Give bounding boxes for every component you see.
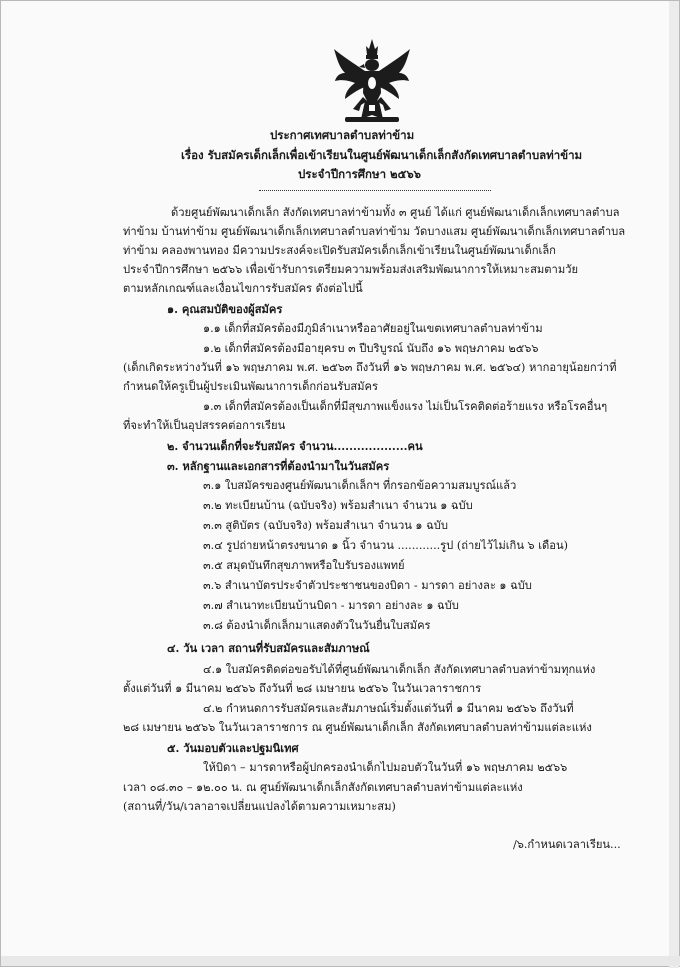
intro-line: ตามหลักเกณฑ์และเงื่อนไขการรับสมัคร ดังต่อไปนี้ bbox=[123, 282, 363, 295]
intro-line: ประจำปีการศึกษา ๒๕๖๖ เพื่อเข้ารับการเตรียมความพร้อมส่งเสริมพัฒนาการให้เหมาะสมตามวัย bbox=[123, 263, 579, 276]
section-1-item: ๑.๒ เด็กที่สมัครต้องมีอายุครบ ๓ ปีบริบูรณ์ นับถึง ๑๖ พฤษภาคม ๒๕๖๖ bbox=[203, 342, 539, 355]
section-3-heading: ๓. หลักฐานและเอกสารที่ต้องนำมาในวันสมัคร bbox=[167, 459, 390, 473]
document-list-item: ๓.๗ สำเนาทะเบียนบ้านบิดา - มารดา อย่างละ ๑ ฉบับ bbox=[203, 599, 459, 612]
garuda-emblem-icon bbox=[331, 37, 413, 125]
document-list-item: ๓.๘ ต้องนำเด็กเล็กมาแสดงตัวในวันยื่นใบสมัคร bbox=[203, 619, 431, 632]
academic-year-line: ประจำปีการศึกษา ๒๕๖๖ bbox=[298, 167, 421, 181]
intro-line: ด้วยศูนย์พัฒนาเด็กเล็ก สังกัดเทศบาลท่าข้ามทั้ง ๓ ศูนย์ ได้แก่ ศูนย์พัฒนาเด็กเล็กเทศบาลตำบล bbox=[171, 206, 620, 219]
section-4-heading: ๔. วัน เวลา สถานที่รับสมัครและสัมภาษณ์ bbox=[167, 641, 370, 655]
document-list-item: ๓.๒ ทะเบียนบ้าน (ฉบับจริง) พร้อมสำเนา จำนวน ๑ ฉบับ bbox=[203, 499, 473, 512]
document-list-item: ๓.๔ รูปถ่ายหน้าตรงขนาด ๑ นิ้ว จำนวน ............รูป (ถ่ายไว้ไม่เกิน ๖ เดือน) bbox=[203, 539, 569, 552]
section-5-line: ให้บิดา – มารดาหรือผู้ปกครองนำเด็กไปมอบตัวในวันที่ ๑๖ พฤษภาคม ๒๕๖๖ bbox=[203, 761, 568, 774]
section-1-item: กำหนดให้ครูเป็นผู้ประเมินพัฒนาการเด็กก่อนรับสมัคร bbox=[123, 380, 379, 393]
page-edge-bottom bbox=[1, 956, 680, 966]
continued-on-next-page: /๖.กำหนดเวลาเรียน... bbox=[513, 838, 621, 851]
intro-line: ท่าข้าม บ้านท่าข้าม ศูนย์พัฒนาเด็กเล็กเทศบาลตำบลท่าข้าม วัดบางแสม ศูนย์พัฒนาเด็กเล็กเทศบาลตำบล bbox=[123, 225, 626, 238]
document-list-item: ๓.๓ สูติบัตร (ฉบับจริง) พร้อมสำเนา จำนวน ๑ ฉบับ bbox=[203, 519, 448, 532]
section-4-item: ๔.๒ กำหนดการรับสมัครและสัมภาษณ์เริ่มตั้งแต่วันที่ ๑ มีนาคม ๒๕๖๖ ถึงวันที่ bbox=[203, 702, 574, 715]
intro-line: ท่าข้าม คลองพานทอง มีความประสงค์จะเปิดรับสมัครเด็กเล็กเข้าเรียนในศูนย์พัฒนาเด็กเล็ก bbox=[123, 244, 556, 257]
section-4-item: ๔.๑ ใบสมัครติดต่อขอรับได้ที่ศูนย์พัฒนาเด็กเล็ก สังกัดเทศบาลตำบลท่าข้ามทุกแห่ง bbox=[203, 663, 596, 676]
section-1-item: ๑.๑ เด็กที่สมัครต้องมีภูมิลำเนาหรืออาศัยอยู่ในเขตเทศบาลตำบลท่าข้าม bbox=[203, 322, 543, 335]
announcement-subject: เรื่อง รับสมัครเด็กเล็กเพื่อเข้าเรียนในศูนย์พัฒนาเด็กเล็กสังกัดเทศบาลตำบลท่าข้าม bbox=[181, 148, 583, 162]
section-4-item: ๒๘ เมษายน ๒๕๖๖ ในวันเวลาราชการ ณ ศูนย์พัฒนาเด็กเล็ก สังกัดเทศบาลตำบลท่าข้ามแต่ละแห่ง bbox=[123, 721, 592, 734]
section-1-heading: ๑. คุณสมบัติของผู้สมัคร bbox=[167, 302, 283, 316]
section-5-line: (สถานที่/วัน/เวลาอาจเปลี่ยนแปลงได้ตามความเหมาะสม) bbox=[123, 800, 396, 813]
page-edge-right bbox=[669, 1, 679, 968]
section-5-line: เวลา ๐๘.๓๐ – ๑๒.๐๐ น. ณ ศูนย์พัฒนาเด็กเล็กสังกัดเทศบาลตำบลท่าข้ามแต่ละแห่ง bbox=[123, 781, 523, 794]
document-list-item: ๓.๖ สำเนาบัตรประจำตัวประชาชนของบิดา - มารดา อย่างละ ๑ ฉบับ bbox=[203, 579, 532, 592]
document-list-item: ๓.๕ สมุดบันทึกสุขภาพหรือใบรับรองแพทย์ bbox=[203, 559, 405, 572]
section-4-item: ตั้งแต่วันที่ ๑ มีนาคม ๒๕๖๖ ถึงวันที่ ๒๘ เมษายน ๒๕๖๖ ในวันเวลาราชการ bbox=[123, 682, 482, 695]
section-2-heading: ๒. จำนวนเด็กที่จะรับสมัคร จำนวน...................คน bbox=[167, 439, 423, 453]
section-1-item: ที่จะทำให้เป็นอุปสรรคต่อการเรียน bbox=[123, 419, 286, 432]
section-1-item: (เด็กเกิดระหว่างวันที่ ๑๖ พฤษภาคม พ.ศ. ๒๕๖๓ ถึงวันที่ ๑๖ พฤษภาคม พ.ศ. ๒๕๖๔) หากอายุน้อยกว่าที่ bbox=[123, 361, 617, 374]
separator-dotted-line bbox=[259, 190, 491, 191]
announcement-title: ประกาศเทศบาลตำบลท่าข้าม bbox=[270, 128, 415, 142]
section-5-heading: ๕. วันมอบตัวและปฐมนิเทศ bbox=[167, 741, 299, 755]
document-list-item: ๓.๑ ใบสมัครของศูนย์พัฒนาเด็กเล็กฯ ที่กรอกข้อความสมบูรณ์แล้ว bbox=[203, 479, 517, 492]
section-1-item: ๑.๓ เด็กที่สมัครต้องเป็นเด็กที่มีสุขภาพแข็งแรง ไม่เป็นโรคติดต่อร้ายแรง หรือโรคอื่นๆ bbox=[203, 400, 608, 413]
